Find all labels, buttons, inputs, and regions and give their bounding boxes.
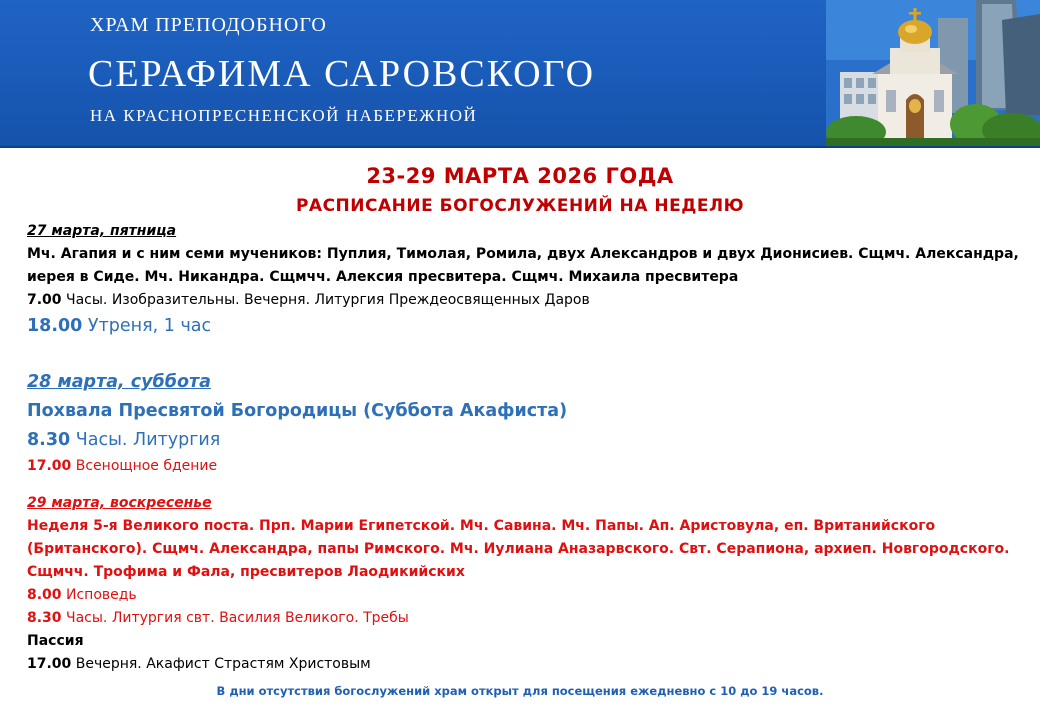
footer-note: В дни отсутствия богослужений храм открыт для посещения ежедневно с 10 до 19 часов. <box>216 684 824 698</box>
day-date: 29 марта, воскресенье <box>27 495 212 511</box>
service-desc: Часы. Литургия свт. Василия Великого. Требы <box>61 610 409 626</box>
service-time: 8.30 <box>27 610 62 626</box>
header-banner <box>0 0 1040 147</box>
service-line <box>27 312 1027 341</box>
service-line <box>27 584 1027 607</box>
service-line <box>27 653 1027 676</box>
service-desc: Часы. Изобразительны. Вечерня. Литургия Преждеосвященных Даров <box>61 292 590 308</box>
service-time: 8.00 <box>27 587 62 603</box>
feast-text: Похвала Пресвятой Богородицы (Суббота Акафиста) <box>27 401 568 421</box>
feast-text: Мч. Агапия и с ним семи мучеников: Пуплия, Тимолая, Ромила, двух Александров и двух Дионисиев. Сщмч. Александра, <box>27 246 1019 262</box>
service-line <box>27 455 1027 478</box>
service-desc: Утреня, 1 час <box>82 316 212 336</box>
header-divider <box>0 146 1040 148</box>
header-line-1: ХРАМ ПРЕПОДОБНОГО <box>90 14 327 36</box>
feast-text: Неделя 5-я Великого поста. Прп. Марии Египетской. Мч. Савина. Мч. Папы. Ап. Аристовула, еп. Вританийского <box>27 518 936 534</box>
service-line <box>27 426 1027 455</box>
schedule-subtitle: РАСПИСАНИЕ БОГОСЛУЖЕНИЙ НА НЕДЕЛЮ <box>295 196 745 216</box>
service-desc: Исповедь <box>61 587 137 603</box>
feast-text: Сщмчч. Трофима и Фала, пресвитеров Лаодикийских <box>27 564 465 580</box>
feast-text: (Британского). Сщмч. Александра, папы Римского. Мч. Иулиана Аназарвского. Свт. Серапиона, архиеп. Новгородского. <box>27 541 1010 557</box>
day-date: 27 марта, пятница <box>27 223 177 239</box>
service-line <box>27 607 1027 630</box>
church-image <box>826 0 1040 147</box>
schedule-dates-heading: 23-29 МАРТА 2026 ГОДА <box>366 164 674 188</box>
service-time: 18.00 <box>27 316 83 336</box>
feast-text: иерея в Сиде. Мч. Никандра. Сщмчч. Алексия пресвитера. Сщмч. Михаила пресвитера <box>27 269 739 285</box>
header-line-2: СЕРАФИМА САРОВСКОГО <box>88 53 596 95</box>
service-time: 17.00 <box>27 656 72 672</box>
service-time: 8.30 <box>27 430 71 450</box>
service-desc: Всенощное бдение <box>71 458 218 474</box>
service-line <box>27 289 1027 312</box>
schedule-body <box>27 220 1027 676</box>
service-time: 17.00 <box>27 458 72 474</box>
header-line-3: НА КРАСНОПРЕСНЕНСКОЙ НАБЕРЕЖНОЙ <box>90 106 478 125</box>
service-desc: Часы. Литургия <box>70 430 221 450</box>
service-time: 7.00 <box>27 292 62 308</box>
day-date: 28 марта, суббота <box>27 372 211 392</box>
passion-heading: Пассия <box>27 633 84 649</box>
service-desc: Вечерня. Акафист Страстям Христовым <box>71 656 371 672</box>
